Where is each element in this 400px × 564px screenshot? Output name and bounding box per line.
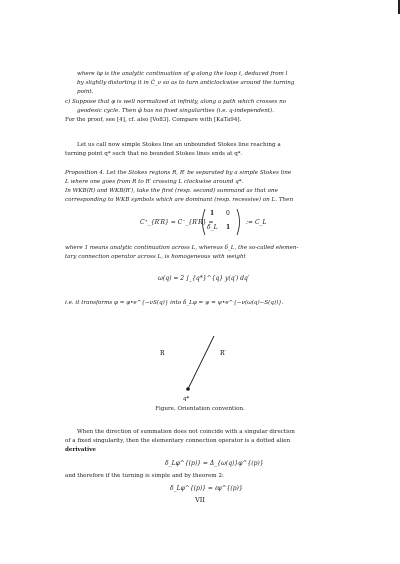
equation-weight: ω(q) = 2 ∫_{q*}^{q} y(q′) dq′ (158, 275, 250, 282)
equation-final: δ_Lφ^{(p)} = ℓφ^{(p)} (170, 485, 243, 492)
text-line: by slightly distorting it in Ĉ_ν so as to turn anticlockwise around the turning (77, 80, 295, 86)
figure-caption: Figure. Orientation convention. (155, 406, 245, 412)
text-line: where 1 means analytic continuation across L, whereas δ_L, the so-called elemen- (65, 245, 299, 251)
equation-alien: δ_Lφ^{(p)} = Δ̇_{ω(q)}φ^{(p)} (165, 460, 264, 467)
matrix-entry: 1 (210, 210, 215, 217)
text-line: turning point q* such that no bounded Stokes lines ends at q*. (65, 151, 243, 157)
region-label-r-prime: R′ (220, 350, 226, 357)
text-line: geodesic cycle. Then φ̂ has no fixed singularities (i.e. q-independent). (77, 108, 275, 114)
matrix-entry: 0 (226, 210, 230, 217)
text-line: c) Suppose that φ is well normalized at infinity, along a path which crosses no (65, 99, 287, 105)
region-label-r: R (160, 350, 165, 357)
stokes-line (188, 336, 214, 389)
text-line: For the proof, see [4], cf. also [Vo83]. Compare with [KaTa94]. (65, 117, 242, 123)
proposition-line: Proposition 4. Let the Stokes regions R, R′ be separated by a simple Stokes line (65, 170, 292, 176)
text-line: i.e. it transforms φ = φ•e^{−νS(q)} into δ_Lφ = ψ = ψ•e^{−ν(ω(q)−S(q))}. (65, 300, 284, 306)
matrix-brackets (199, 207, 243, 237)
text-line: tary connection operator across L, is homogeneous with weight (65, 254, 246, 260)
text-line: In WKB(R) and WKB(R′), take the first (resp. second) summand as that one (65, 188, 278, 194)
matrix-entry: 1 (226, 224, 231, 231)
matrix-entry: δ_L (207, 224, 218, 231)
equation-connection-rhs: := C_L (246, 219, 267, 226)
text-line: and therefore if the turning is simple and by theorem 2: (65, 473, 224, 479)
text-line: where ℓφ is the analytic continuation of φ along the loop ℓ, deduced from l (77, 71, 288, 77)
page-number: VII (195, 496, 205, 504)
equation-connection-lhs: C⁺_{R′R} = C⁻_{R′R} = (140, 219, 214, 226)
text-line: L where one goes from R to R′ crossing L clockwise around q*. (65, 179, 244, 185)
text-line: of a fixed singularity, then the elementary connection operator is a dotted alien (65, 438, 291, 444)
text-line: When the direction of summation does not coincide with a singular direction (77, 429, 295, 435)
text-line: derivative (65, 447, 96, 453)
text-line: corresponding to WKB symbols which are dominant (resp. recessive) on L. Then (65, 197, 294, 203)
text-line: point. (77, 89, 94, 95)
orientation-figure (150, 332, 250, 402)
turning-point-label: q* (183, 396, 190, 402)
turning-point (186, 387, 190, 391)
text-line: Let us call now simple Stokes line an unbounded Stokes line reaching a (77, 142, 281, 148)
